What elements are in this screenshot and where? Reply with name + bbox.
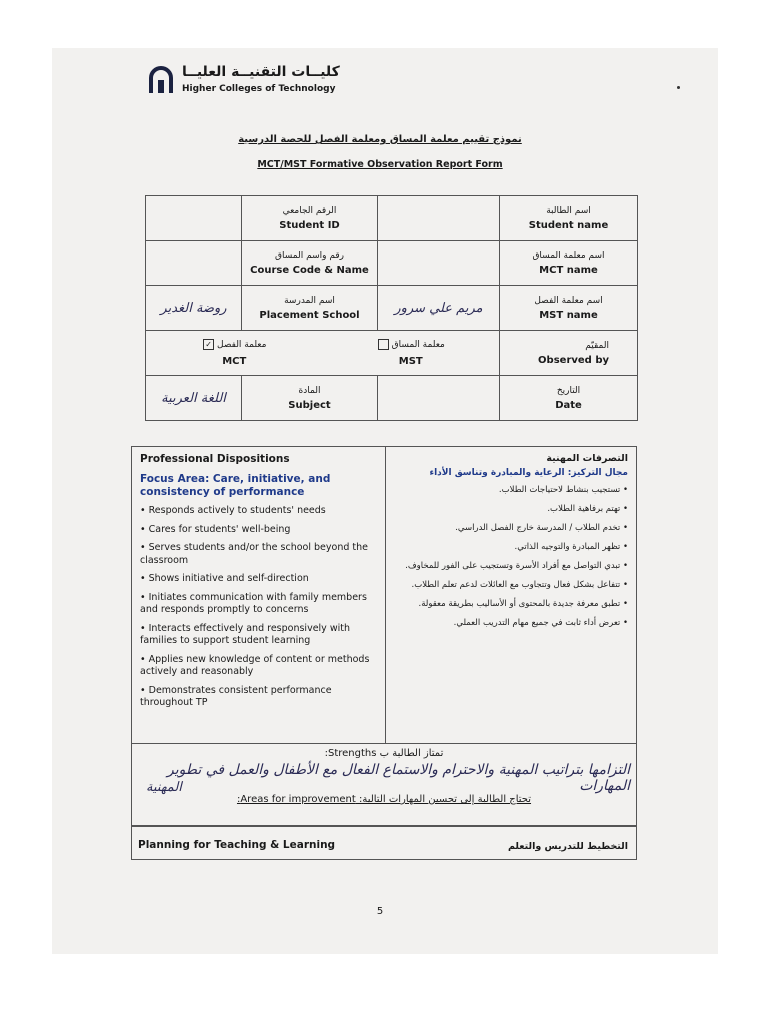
form-title-english: MCT/MST Formative Observation Report Form <box>257 159 503 170</box>
mst-option-label-en: MST <box>398 356 423 367</box>
date-label-en: Date <box>555 399 582 411</box>
list-item: • Initiates communication with family members and responds promptly to concerns <box>140 591 367 615</box>
strengths-label: تمتاز الطالبة ب Strengths: <box>324 748 444 759</box>
list-item: • Demonstrates consistent performance throughout TP <box>140 684 332 708</box>
list-item: • تهتم برفاهية الطلاب. <box>547 504 628 514</box>
observer-options-ar <box>146 339 499 350</box>
mct-name-value-cell[interactable] <box>378 241 500 286</box>
subject-label <box>242 376 378 421</box>
student-name-label <box>500 196 638 241</box>
mst-option-label-ar: معلمة الفصل <box>217 340 267 350</box>
subject-handwritten-value: اللغة العربية <box>161 390 226 406</box>
table-row <box>146 286 638 331</box>
observed-by-label-en: Observed by <box>538 354 609 366</box>
school-label-ar: اسم المدرسة <box>284 295 335 306</box>
planning-title-en: Planning for Teaching & Learning <box>138 839 336 851</box>
table-row <box>146 241 638 286</box>
dispositions-english <box>132 447 386 743</box>
list-item: • Applies new knowledge of content or methods actively and reasonably <box>140 653 370 677</box>
subject-label-ar: المادة <box>298 385 321 396</box>
list-item: • Interacts effectively and responsively with families to support student learning <box>140 622 350 646</box>
check-icon: ✓ <box>205 340 212 349</box>
list-item: • تستجيب بنشاط لاحتياجات الطلاب. <box>498 485 628 495</box>
mct-name-label <box>500 241 638 286</box>
student-name-label-en: Student name <box>528 219 609 231</box>
logo-english-text: Higher Colleges of Technology <box>182 84 336 94</box>
speck <box>677 86 680 89</box>
mst-name-handwritten-value: مريم علي سرور <box>394 300 483 316</box>
course-label <box>242 241 378 286</box>
observed-by-label <box>500 331 638 376</box>
school-label <box>242 286 378 331</box>
info-table <box>145 195 638 421</box>
course-value-cell[interactable] <box>146 241 242 286</box>
dispositions-title-en: Professional Dispositions <box>140 453 290 465</box>
mst-name-value-cell[interactable] <box>378 286 500 331</box>
table-row <box>146 331 638 376</box>
planning-section-header <box>131 826 637 860</box>
mct-checkbox[interactable] <box>378 339 389 350</box>
list-item: • Responds actively to students' needs <box>140 505 326 516</box>
student-id-value-cell[interactable] <box>146 196 242 241</box>
focus-area-en: Focus Area: Care, initiative, and consistency of performance <box>140 473 331 498</box>
observer-options-en <box>146 356 499 367</box>
observer-options-cell <box>146 331 500 376</box>
strengths-handwritten: التزامها بتراتيب المهنية والاحترام والاستماع الفعال مع الأطفال والعمل في تطوير المهارات <box>167 762 630 794</box>
dispositions-title-ar: التصرفات المهنية <box>546 453 628 464</box>
list-item: • تطبق معرفة جديدة بالمحتوى أو الأساليب بطريقة معقولة. <box>418 599 628 609</box>
school-label-en: Placement School <box>259 309 360 321</box>
hct-logo-icon <box>148 66 174 94</box>
mct-option-label-en: MCT <box>222 356 247 367</box>
date-value-cell[interactable] <box>378 376 500 421</box>
list-item: • تبدي التواصل مع أفراد الأسرة وتستجيب على الفور للمخاوف. <box>405 561 628 571</box>
subject-label-en: Subject <box>288 399 331 411</box>
student-id-label-ar: الرقم الجامعي <box>282 205 337 216</box>
mct-name-label-en: MCT name <box>539 264 598 276</box>
planning-title-ar: التخطيط للتدريس والتعلم <box>507 841 628 852</box>
observed-by-label-ar: المقيّم <box>585 340 609 351</box>
list-item: • تخدم الطلاب / المدرسة خارج الفصل الدراسي. <box>455 523 628 533</box>
strengths-handwritten-continued: المهنية <box>146 780 182 795</box>
dispositions-arabic <box>386 447 636 743</box>
logo-arabic-text: كليــات التقنيــة العليــا <box>182 64 340 80</box>
list-item: • تعرض أداء ثابت في جميع مهام التدريب العملي. <box>453 618 628 628</box>
mst-checkbox[interactable] <box>203 339 214 350</box>
date-label-ar: التاريخ <box>556 385 581 396</box>
professional-dispositions-section <box>131 446 637 744</box>
strengths-section[interactable] <box>131 744 637 826</box>
mct-option-label-ar: معلمة المساق <box>391 340 445 350</box>
focus-area-ar: مجال التركيز: الرعاية والمبادرة وتناسق الأداء <box>429 468 628 478</box>
school-handwritten-value: روضة الغدير <box>160 300 227 316</box>
areas-for-improvement-label: تحتاج الطالبة إلى تحسين المهارات التالية: Areas for improvement: <box>236 794 532 805</box>
page-number: 5 <box>376 906 384 917</box>
date-label <box>500 376 638 421</box>
table-row <box>146 196 638 241</box>
student-id-label <box>242 196 378 241</box>
list-item: • Cares for students' well-being <box>140 523 291 535</box>
list-item: • تتفاعل بشكل فعال وتتجاوب مع العائلات لدعم تعلم الطلاب. <box>411 580 628 590</box>
course-label-ar: رقم واسم المساق <box>275 250 344 261</box>
course-label-en: Course Code & Name <box>250 264 369 276</box>
school-value-cell[interactable] <box>146 286 242 331</box>
mst-name-label <box>500 286 638 331</box>
list-item: • Shows initiative and self-direction <box>140 573 309 584</box>
form-title-arabic: نموذج تقييم معلمة المساق ومعلمة الفصل للحصة الدرسية <box>238 134 522 145</box>
student-name-label-ar: اسم الطالبة <box>546 205 591 216</box>
list-item: • تظهر المبادرة والتوجيه الذاتي. <box>514 542 628 552</box>
mct-option[interactable] <box>375 339 445 350</box>
list-item: • Serves students and/or the school beyond the classroom <box>140 542 368 566</box>
mst-name-label-en: MST name <box>539 309 598 321</box>
student-name-value-cell[interactable] <box>378 196 500 241</box>
subject-value-cell[interactable] <box>146 376 242 421</box>
table-row <box>146 376 638 421</box>
student-id-label-en: Student ID <box>279 219 340 231</box>
mst-option[interactable] <box>200 339 266 350</box>
mct-name-label-ar: اسم معلمة المساق <box>532 250 605 261</box>
mst-name-label-ar: اسم معلمة الفصل <box>534 295 603 306</box>
